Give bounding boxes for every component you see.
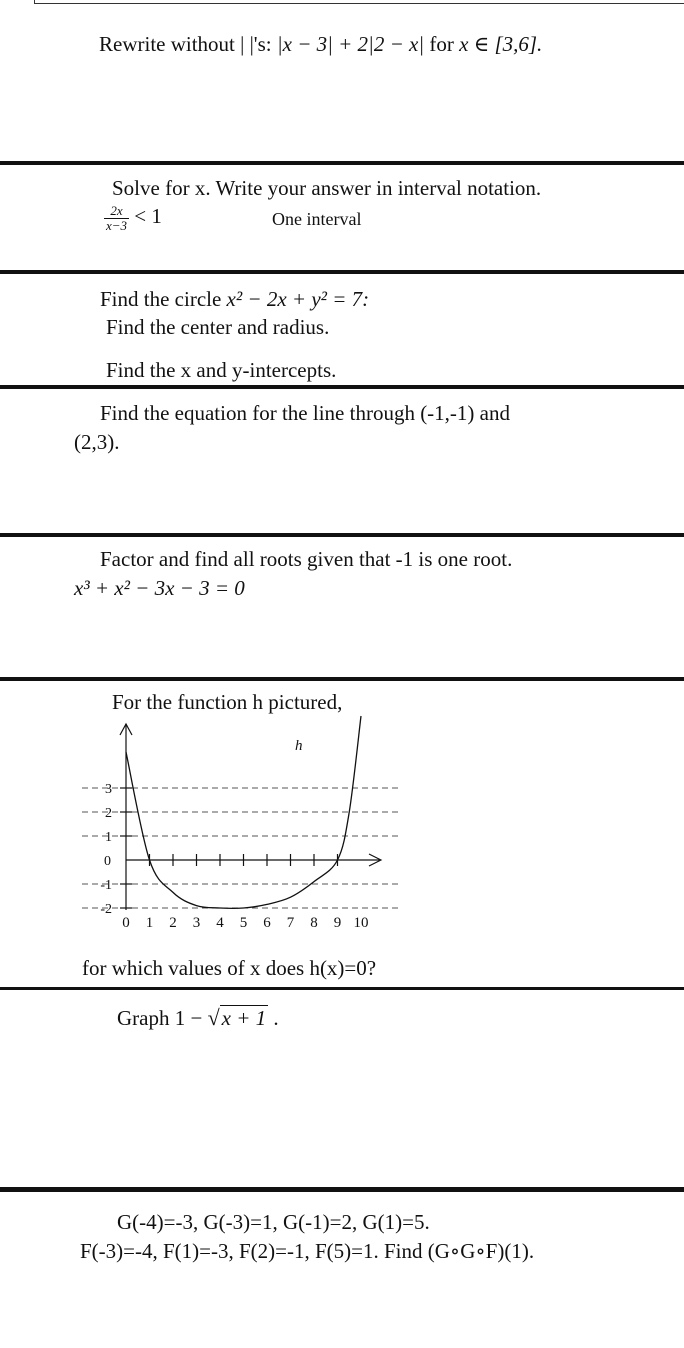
divider-7 xyxy=(0,1187,684,1192)
y-tick-label: 1 xyxy=(105,830,112,845)
problem-6-question: for which values of x does h(x)=0? xyxy=(82,956,377,980)
y-ticks xyxy=(100,782,132,917)
problem-5-line2: x³ + x² − 3x − 3 = 0 xyxy=(74,576,245,600)
axes xyxy=(120,724,381,910)
problem-7-line1 xyxy=(117,1005,279,1031)
x-tick-label: 7 xyxy=(286,915,295,931)
problem-1-text: Rewrite without | |'s: xyxy=(99,32,277,56)
y-tick-label: 2 xyxy=(105,806,112,821)
y-tick-label: 3 xyxy=(105,782,112,797)
problem-6-line1: For the function h pictured, xyxy=(112,690,343,714)
chart-title: h xyxy=(295,738,303,754)
fraction-denominator: x−3 xyxy=(106,217,128,233)
problem-3-line3: Find the x and y-intercepts. xyxy=(106,358,337,382)
problem-7-lead: Graph 1 − xyxy=(117,1006,208,1030)
grid-lines xyxy=(82,788,402,908)
x-tick-label: 2 xyxy=(169,915,177,931)
sqrt-radicand: x + 1 xyxy=(221,1006,267,1030)
x-tick-label: 6 xyxy=(263,915,271,931)
x-tick-label: 5 xyxy=(239,915,248,931)
problem-5-line1: Factor and find all roots given that -1 is one root. xyxy=(100,547,513,571)
problem-7-period: . xyxy=(268,1006,279,1030)
x-tick-label: 8 xyxy=(310,915,318,931)
problem-4-line2: (2,3). xyxy=(74,430,120,454)
x-ticks xyxy=(122,854,368,931)
problem-2-line1: Solve for x. Write your answer in interval notation. xyxy=(112,176,542,200)
problem-8-line2: F(-3)=-4, F(1)=-3, F(2)=-1, F(5)=1. Find (G∘G∘F)(1). xyxy=(80,1239,535,1263)
x-tick-label: 10 xyxy=(353,915,369,931)
problem-2-ineq: < 1 xyxy=(134,204,162,228)
problem-2-hint: One interval xyxy=(272,209,362,229)
problem-1-for: for xyxy=(424,32,460,56)
x-tick-label: 1 xyxy=(145,915,154,931)
problem-3-lead: Find the circle xyxy=(100,287,227,311)
problem-3-line2: Find the center and radius. xyxy=(106,315,330,339)
x-tick-label: 0 xyxy=(122,915,130,931)
x-tick-label: 9 xyxy=(333,915,342,931)
problem-8-line1: G(-4)=-3, G(-3)=1, G(-1)=2, G(1)=5. xyxy=(117,1210,430,1234)
problem-1-domain: x ∈ [3,6]. xyxy=(459,32,543,56)
x-tick-label: 3 xyxy=(192,915,201,931)
fraction-numerator: 2x xyxy=(104,204,129,219)
problem-1-expression: |x − 3| + 2|2 − x| xyxy=(276,32,425,56)
y-tick-label: -1 xyxy=(100,878,112,893)
sqrt-sign: √ xyxy=(207,1005,220,1030)
x-tick-label: 4 xyxy=(216,915,224,931)
y-tick-label: 0 xyxy=(104,854,111,869)
divider-6 xyxy=(0,987,684,990)
problem-4-line1: Find the equation for the line through (-1,-1) and xyxy=(100,401,510,425)
y-tick-label: -2 xyxy=(100,902,112,917)
problem-3-equation: x² − 2x + y² = 7: xyxy=(226,287,370,311)
